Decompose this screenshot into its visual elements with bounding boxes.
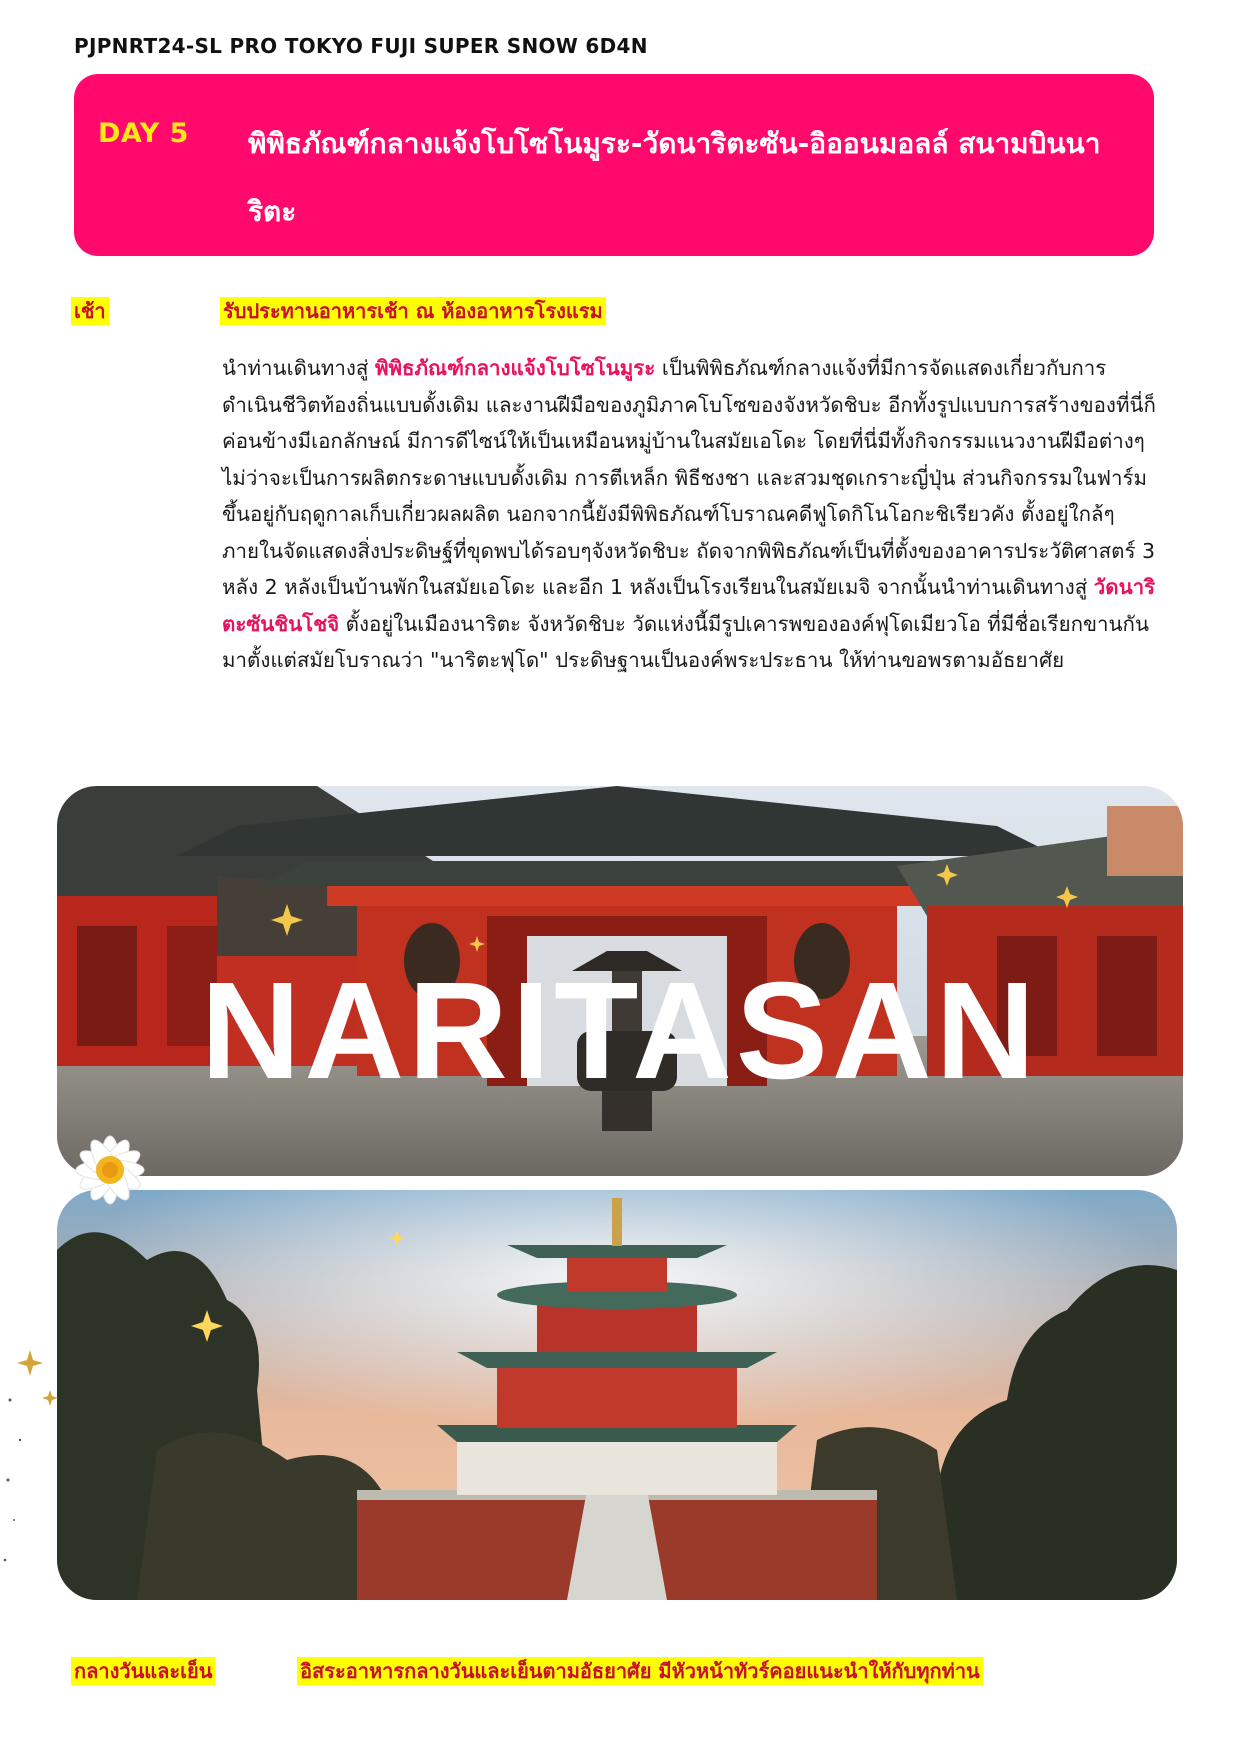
highlight-bosonomura: พิพิธภัณฑ์กลางแจ้งโบโซโนมูระ (374, 356, 656, 380)
morning-label: เช้า (71, 297, 109, 325)
naritasan-banner-text: NARITASAN (200, 954, 1040, 1108)
highlight-naritasan-temple: วัดนาริตะซันชินโชจิ (222, 575, 1156, 636)
morning-meal-text: รับประทานอาหารเช้า ณ ห้องอาหารโรงแรม (220, 297, 606, 325)
day-label: DAY 5 (98, 118, 189, 149)
description-paragraph (222, 350, 1157, 679)
afternoon-label: กลางวันและเย็น (71, 1657, 215, 1685)
description-text-1: นำท่านเดินทางสู่ (222, 356, 375, 380)
flower-decoration (58, 1118, 162, 1222)
sparkle-decoration (0, 1200, 70, 1630)
naritasan-pagoda-photo (57, 1190, 1177, 1600)
naritasan-gate-photo (57, 786, 1183, 1176)
tour-code: PJPNRT24-SL PRO TOKYO FUJI SUPER SNOW 6D4N (74, 34, 648, 58)
description-text-2: เป็นพิพิธภัณฑ์กลางแจ้งที่มีการจัดแสดงเกี่ยวกับการดำเนินชีวิตท้องถิ่นแบบดั้งเดิม และงานฝีมือของภูมิภาคโบโซของจังหวัดชิบะ อีกทั้งรูปแบบการสร้างของที่นี่ก็ค่อนข้างมีเอกลักษณ์ มีการดีไซน์ให้เป็นเหมือนหมู่บ้านในสมัยเอโดะ โดยที่นี่มีทั้งกิจกรรมแนวงานฝีมือต่างๆไม่ว่าจะเป็นการผลิตกระดาษแบบดั้งเดิม การตีเหล็ก พิธีชงชา และสวมชุดเกราะญี่ปุ่น ส่วนกิจกรรมในฟาร์มขึ้นอยู่กับฤดูกาลเก็บเกี่ยวผลผลิต นอกจากนี้ยังมีพิพิธภัณฑ์โบราณคดีฟูโดกิโนโอกะชิเรียวคัง ตั้งอยู่ใกล้ๆ ภายในจัดแสดงสิ่งประดิษฐ์ที่ขุดพบได้รอบๆจังหวัดชิบะ ถัดจากพิพิธภัณฑ์เป็นที่ตั้งของอาคารประวัติศาสตร์ 3 หลัง 2 หลังเป็นบ้านพักในสมัยเอโดะ และอีก 1 หลังเป็นโรงเรียนในสมัยเมจิ จากนั้นนำท่านเดินทางสู่ (222, 356, 1156, 599)
description-text-3: ตั้งอยู่ในเมืองนาริตะ จังหวัดชิบะ วัดแห่งนี้มีรูปเคารพขององค์ฟุโดเมียวโอ ที่มีชื่อเรียกขานกันมาตั้งแต่สมัยโบราณว่า "นาริตะฟุโด" ประดิษฐานเป็นองค์พระประธาน ให้ท่านขอพรตามอัธยาศัย (222, 611, 1149, 672)
day-title: พิพิธภัณฑ์กลางแจ้งโบโซโนมูระ-วัดนาริตะซัน-อิออนมอลล์ สนามบินนาริตะ (248, 127, 1101, 228)
afternoon-meal-text: อิสระอาหารกลางวันและเย็นตามอัธยาศัย มีหัวหน้าทัวร์คอยแนะนำให้กับทุกท่าน (297, 1657, 983, 1685)
day-banner (74, 74, 1154, 256)
